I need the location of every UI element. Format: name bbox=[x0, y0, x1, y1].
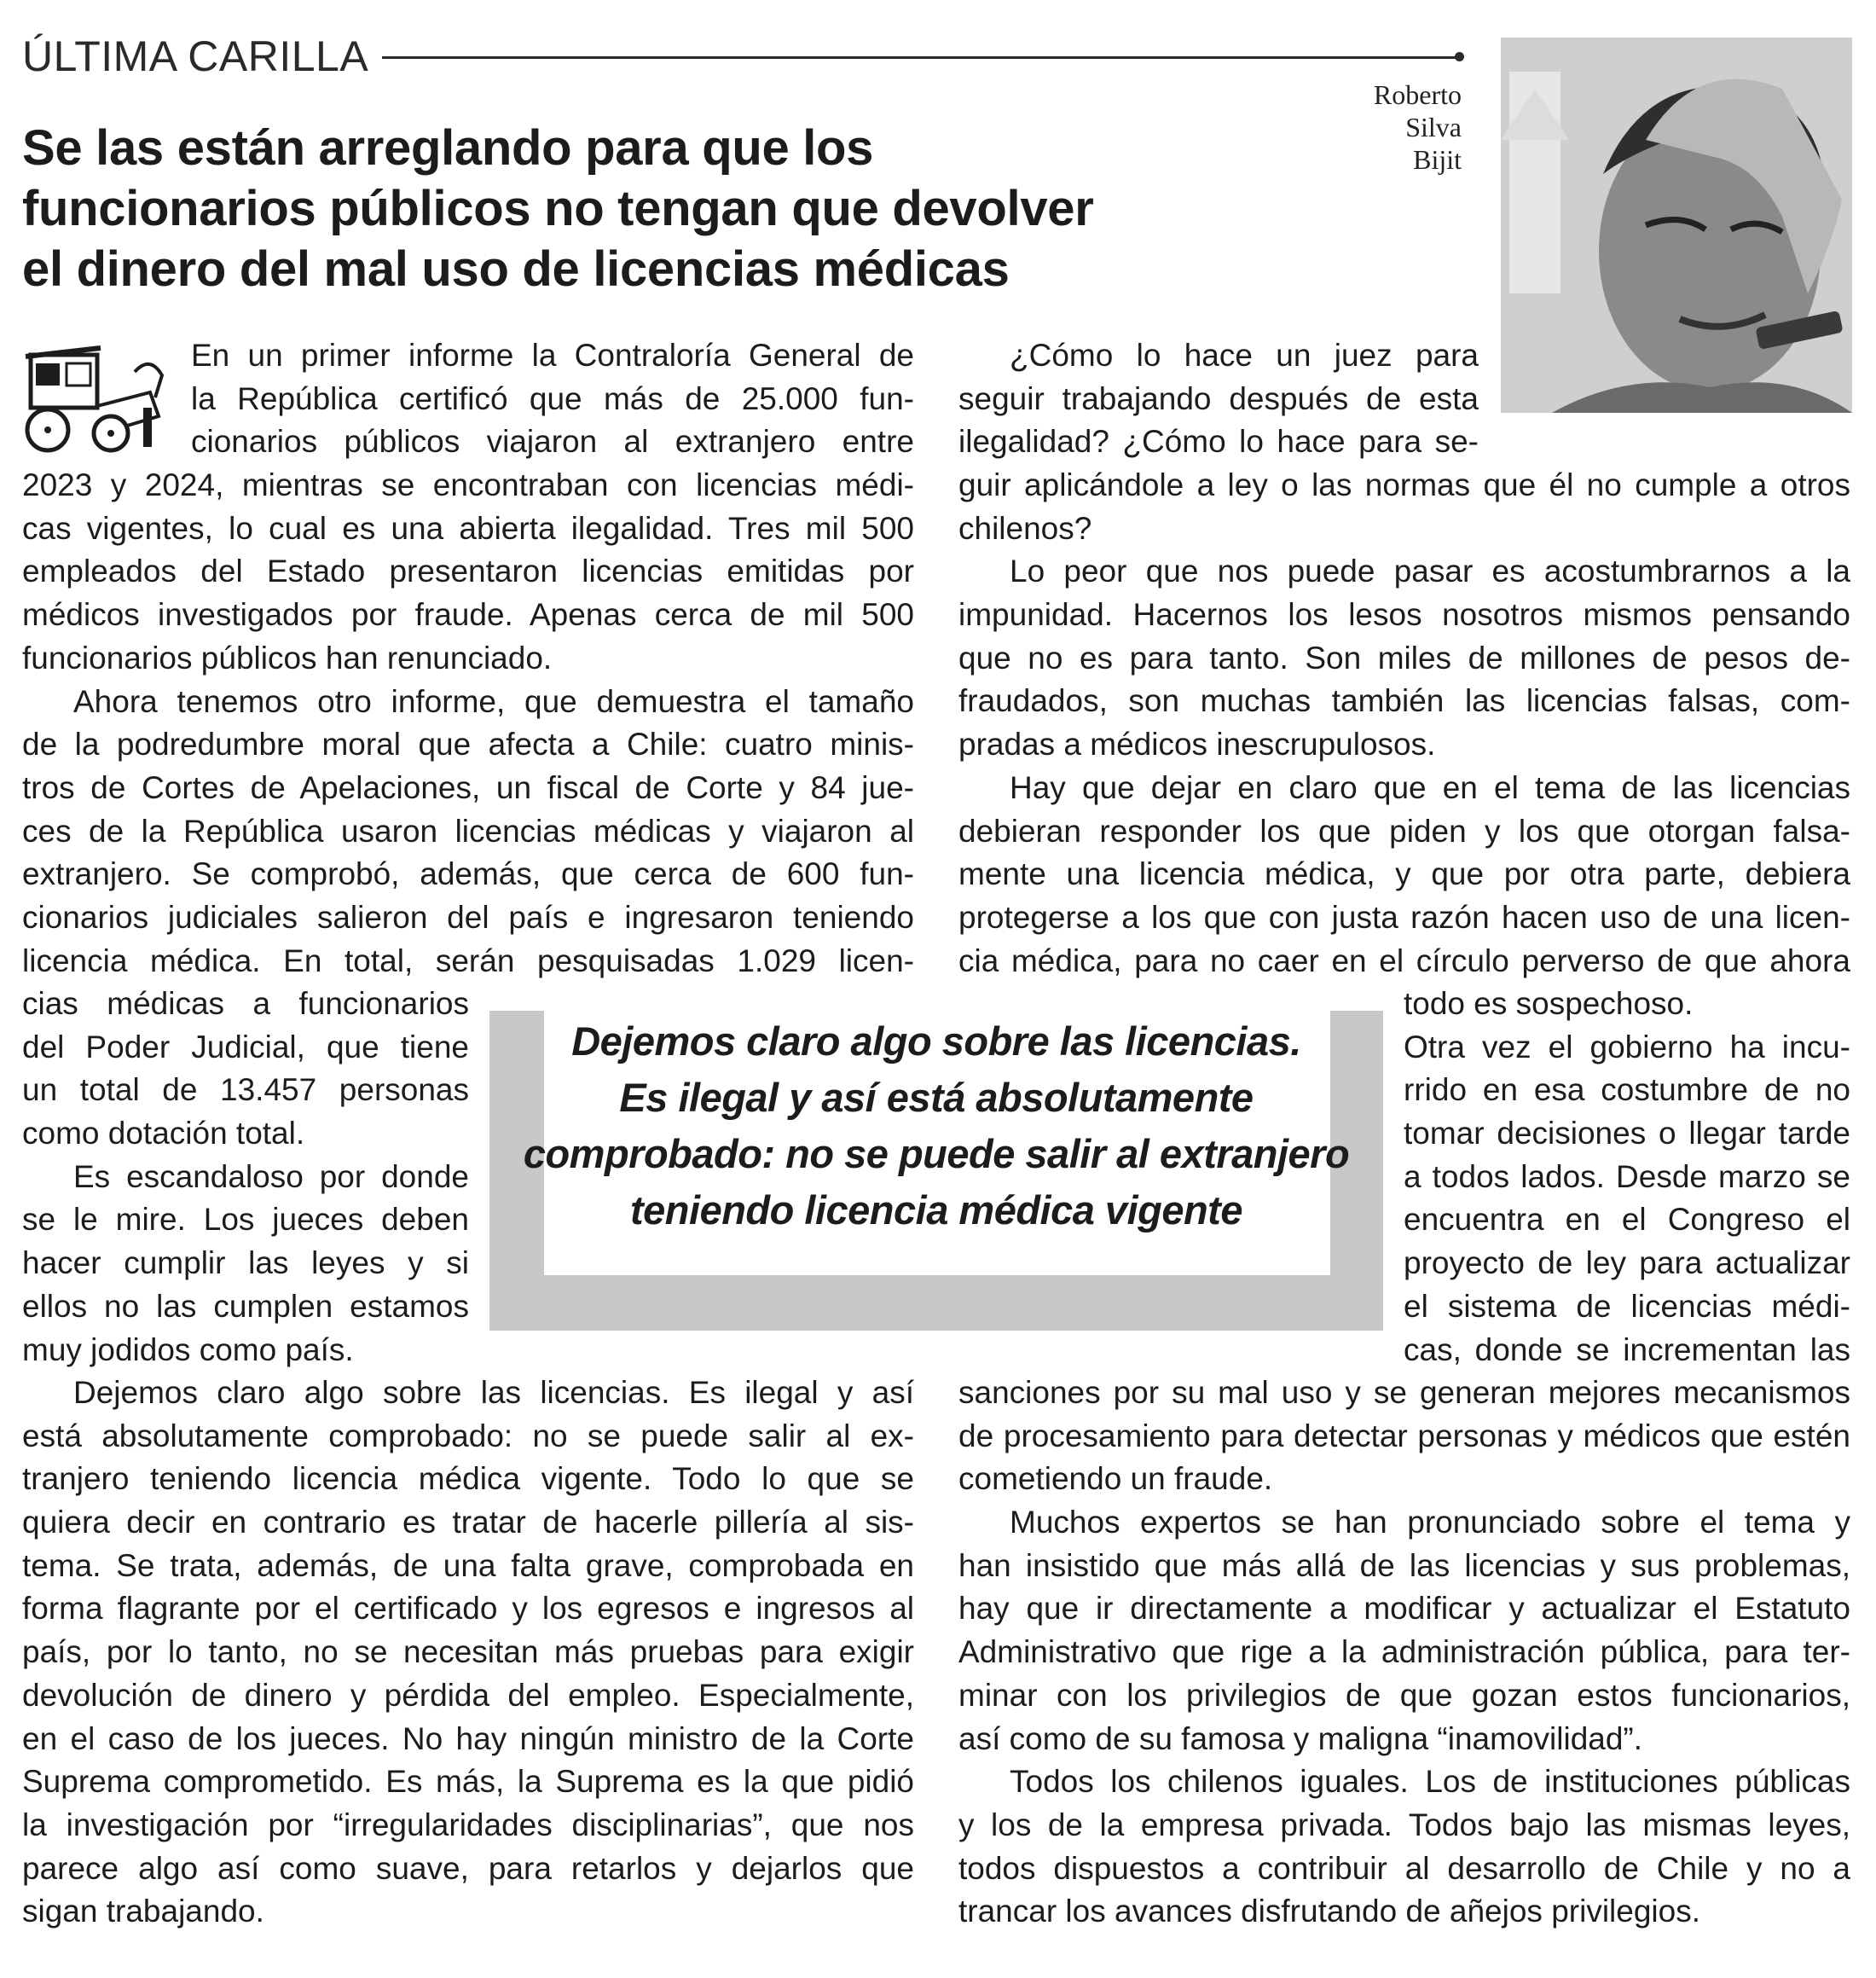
text-line: hacer cumplir las leyes y si bbox=[22, 1245, 469, 1281]
text-line: debieran responder los que piden y los que otorgan falsa- bbox=[958, 813, 1850, 849]
text-line: cas, donde se incrementan las bbox=[1404, 1331, 1850, 1367]
text-line: tema. Se trata, además, de una falta grave, comprobada en bbox=[22, 1547, 914, 1583]
text-line: cia médica, para no caer en el círculo perverso de que ahora bbox=[958, 943, 1850, 978]
author-line: Silva bbox=[1405, 112, 1462, 142]
pull-quote-line: Es ilegal y así está absolutamente bbox=[619, 1075, 1254, 1120]
left-column-top bbox=[22, 334, 914, 983]
text-line: trancar los avances disfrutando de añejos privilegios. bbox=[958, 1894, 1700, 1929]
pull-quote bbox=[489, 1013, 1383, 1238]
pull-quote-line: Dejemos claro algo sobre las licencias. bbox=[571, 1018, 1301, 1064]
text-line: empleados del Estado presentaron licencias emitidas por bbox=[22, 554, 914, 589]
headline-line: el dinero del mal uso de licencias médicas bbox=[22, 241, 1010, 297]
pull-quote-line: teniendo licencia médica vigente bbox=[630, 1187, 1242, 1233]
text-line: Administrativo que rige a la administración pública, para ter- bbox=[958, 1634, 1850, 1670]
text-line: encuentra en el Congreso el bbox=[1404, 1202, 1850, 1238]
section-rule bbox=[382, 56, 1460, 59]
text-line: cas vigentes, lo cual es una abierta ilegalidad. Tres mil 500 bbox=[22, 510, 914, 546]
text-line: Hay que dejar en claro que en el tema de las licencias bbox=[1010, 769, 1850, 805]
text-line: médicos investigados por fraude. Apenas cerca de mil 500 bbox=[22, 597, 914, 633]
text-line: han insistido que más allá de las licencias y sus problemas, bbox=[958, 1547, 1850, 1583]
text-line: ilegalidad? ¿Cómo lo hace para se- bbox=[958, 424, 1479, 460]
author-line: Bijit bbox=[1413, 144, 1462, 175]
text-line: que no es para tanto. Son miles de millones de pesos de- bbox=[958, 640, 1850, 676]
text-line: muy jodidos como país. bbox=[22, 1331, 354, 1367]
text-line: cionarios judiciales salieron del país e ingresaron teniendo bbox=[22, 899, 914, 935]
text-line: ¿Cómo lo hace un juez para bbox=[1010, 338, 1479, 373]
text-line: Suprema comprometido. Es más, la Suprema es la que pidió bbox=[22, 1764, 914, 1800]
text-line: En un primer informe la Contraloría General de bbox=[191, 338, 914, 373]
text-line: tros de Cortes de Apelaciones, un fiscal de Corte y 84 jue- bbox=[22, 769, 914, 805]
text-line: Dejemos claro algo sobre las licencias. Es ilegal y así bbox=[73, 1375, 914, 1410]
text-line: protegerse a los que con justa razón hacen uso de una licen- bbox=[958, 899, 1850, 935]
right-column-top bbox=[958, 334, 1479, 464]
text-line: minar con los privilegios de que gozan estos funcionarios, bbox=[958, 1677, 1850, 1713]
author-photo bbox=[1501, 38, 1852, 413]
text-line: tomar decisiones o llegar tarde bbox=[1404, 1116, 1850, 1151]
text-line: la investigación por “irregularidades disciplinarias”, que nos bbox=[22, 1807, 914, 1842]
text-line: Ahora tenemos otro informe, que demuestra el tamaño bbox=[73, 683, 914, 719]
text-line: cias médicas a funcionarios bbox=[22, 986, 469, 1021]
text-line: sigan trabajando. bbox=[22, 1894, 264, 1929]
text-line: Otra vez el gobierno ha incu- bbox=[1404, 1029, 1850, 1064]
text-line: Muchos expertos se han pronunciado sobre el tema y bbox=[1010, 1505, 1850, 1540]
text-line: así como de su famosa y maligna “inamovilidad”. bbox=[958, 1720, 1643, 1756]
text-line: tranjero teniendo licencia médica vigente. Todo lo que se bbox=[22, 1461, 914, 1497]
text-line: seguir trabajando después de esta bbox=[958, 380, 1479, 416]
text-line: extranjero. Se comprobó, además, que cerca de 600 fun- bbox=[22, 856, 914, 892]
headline-line: funcionarios públicos no tengan que devolver bbox=[22, 181, 1094, 236]
text-line: todos dispuestos a contribuir al desarrollo de Chile y no a bbox=[958, 1850, 1850, 1886]
text-line: Todos los chilenos iguales. Los de instituciones públicas bbox=[1010, 1764, 1850, 1800]
text-line: de la podredumbre moral que afecta a Chile: cuatro minis- bbox=[22, 727, 914, 763]
headline bbox=[22, 118, 1094, 299]
pull-quote-line: comprobado: no se puede salir al extranjero bbox=[523, 1131, 1350, 1176]
text-line: 2023 y 2024, mientras se encontraban con licencias médi- bbox=[22, 467, 914, 503]
text-line: proyecto de ley para actualizar bbox=[1404, 1245, 1850, 1281]
text-line: a todos lados. Desde marzo se bbox=[1404, 1158, 1850, 1194]
text-line: todo es sospechoso. bbox=[1404, 986, 1694, 1021]
text-line: pradas a médicos inescrupulosos. bbox=[958, 727, 1436, 763]
right-column-bottom bbox=[958, 1372, 1850, 1934]
text-line: la República certificó que más de 25.000 fun- bbox=[191, 380, 914, 416]
text-line: fraudados, son muchas también las licencias falsas, com- bbox=[958, 683, 1850, 719]
text-line: cometiendo un fraude. bbox=[958, 1461, 1273, 1497]
text-line: guir aplicándole a ley o las normas que él no cumple a otros bbox=[958, 467, 1850, 502]
text-line: rrido en esa costumbre de no bbox=[1404, 1072, 1850, 1108]
text-line: cionarios públicos viajaron al extranjero entre bbox=[191, 424, 914, 460]
text-line: está absolutamente comprobado: no se puede salir al ex- bbox=[22, 1418, 914, 1453]
text-line: ces de la República usaron licencias médicas y viajaron al bbox=[22, 813, 914, 849]
right-column-middle bbox=[1404, 983, 1850, 1372]
text-line: se le mire. Los jueces deben bbox=[22, 1202, 469, 1238]
text-line: un total de 13.457 personas bbox=[22, 1072, 469, 1108]
text-line: el sistema de licencias médi- bbox=[1404, 1288, 1850, 1324]
text-line: como dotación total. bbox=[22, 1116, 305, 1151]
text-line: y los de la empresa privada. Todos bajo las mismas leyes, bbox=[958, 1807, 1850, 1842]
text-line: país, por lo tanto, no se necesitan más pruebas para exigir bbox=[22, 1634, 914, 1670]
text-line: chilenos? bbox=[958, 510, 1092, 546]
text-line: funcionarios públicos han renunciado. bbox=[22, 640, 553, 676]
text-line: forma flagrante por el certificado y los egresos e ingresos al bbox=[22, 1591, 914, 1627]
text-line: Lo peor que nos puede pasar es acostumbrarnos a la bbox=[1010, 554, 1850, 589]
text-line: en el caso de los jueces. No hay ningún ministro de la Corte bbox=[22, 1720, 914, 1756]
text-line: del Poder Judicial, que tiene bbox=[22, 1029, 469, 1064]
text-line: parece algo así como suave, para retarlos y dejarlos que bbox=[22, 1850, 914, 1886]
text-line: hay que ir directamente a modificar y actualizar el Estatuto bbox=[958, 1591, 1850, 1627]
headline-line: Se las están arreglando para que los bbox=[22, 120, 874, 176]
author-line: Roberto bbox=[1373, 79, 1462, 110]
section-label: ÚLTIMA CARILLA bbox=[22, 32, 369, 80]
text-line: sanciones por su mal uso y se generan mejores mecanismos bbox=[958, 1375, 1850, 1410]
section-rule-dot bbox=[1455, 52, 1464, 61]
text-line: devolución de dinero y pérdida del empleo. Especialmente, bbox=[22, 1677, 914, 1713]
left-column-bottom bbox=[22, 1372, 914, 1934]
left-column-middle bbox=[22, 983, 469, 1372]
text-line: quiera decir en contrario es tratar de hacerle pillería al sis- bbox=[22, 1505, 914, 1540]
text-line: impunidad. Hacernos los lesos nosotros mismos pensando bbox=[958, 597, 1850, 633]
right-column-upper bbox=[958, 464, 1850, 983]
author-byline bbox=[1374, 78, 1462, 176]
text-line: de procesamiento para detectar personas y médicos que estén bbox=[958, 1418, 1850, 1453]
text-line: licencia médica. En total, serán pesquisadas 1.029 licen- bbox=[22, 943, 914, 978]
text-line: ellos no las cumplen estamos bbox=[22, 1288, 469, 1324]
text-line: Es escandaloso por donde bbox=[73, 1158, 469, 1194]
text-line: mente una licencia médica, y que por otra parte, debiera bbox=[958, 856, 1850, 892]
